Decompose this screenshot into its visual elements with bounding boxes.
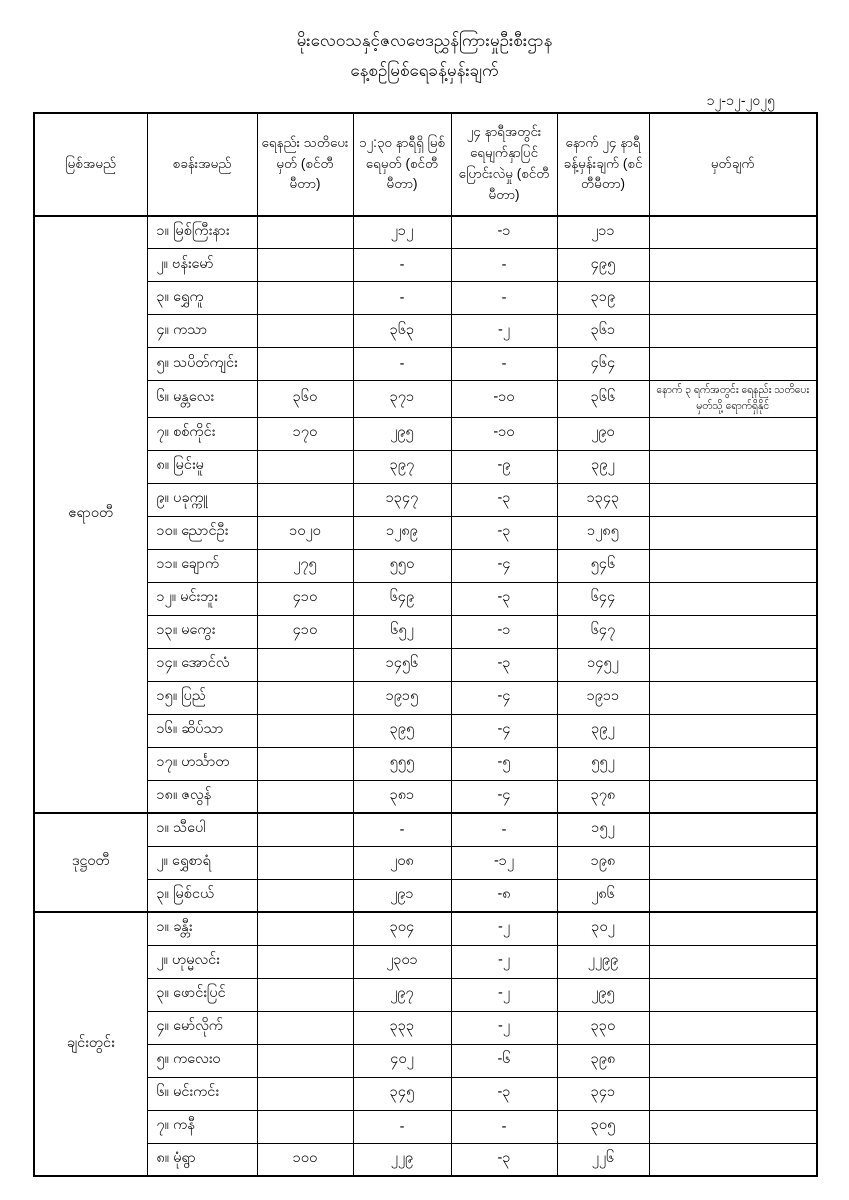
cell-remark bbox=[649, 450, 817, 483]
cell-change: -၃ bbox=[451, 1143, 557, 1176]
cell-remark bbox=[649, 1143, 817, 1176]
cell-forecast: ၂၉၀ bbox=[557, 417, 649, 450]
cell-level: - bbox=[353, 348, 451, 381]
cell-level: ၅၅၀ bbox=[353, 549, 451, 582]
cell-remark bbox=[649, 747, 817, 780]
cell-station: ၈။ မုံရွာ bbox=[147, 1143, 257, 1176]
cell-change: -၅ bbox=[451, 747, 557, 780]
report-date: ၁၂-၁၂-၂၀၂၅ bbox=[706, 91, 775, 108]
cell-warning bbox=[257, 780, 353, 813]
cell-warning bbox=[257, 315, 353, 348]
cell-warning: ၄၁၀ bbox=[257, 615, 353, 648]
cell-remark bbox=[649, 348, 817, 381]
cell-forecast: ၃၀၅ bbox=[557, 1110, 649, 1143]
cell-level: ၂၀၈ bbox=[353, 846, 451, 879]
cell-change: - bbox=[451, 282, 557, 315]
table-row bbox=[34, 216, 817, 249]
cell-remark bbox=[649, 681, 817, 714]
cell-forecast: ၃၁၉ bbox=[557, 282, 649, 315]
cell-station: ၇။ စစ်ကိုင်း bbox=[147, 417, 257, 450]
table-row bbox=[34, 846, 817, 879]
cell-warning bbox=[257, 813, 353, 846]
cell-station: ၁။ သီပေါ bbox=[147, 813, 257, 846]
cell-forecast: ၂၂၉၉ bbox=[557, 945, 649, 978]
cell-level: ၃၇၁ bbox=[353, 381, 451, 418]
river-name-cell: ဒုဋ္ဌဝတီ bbox=[34, 813, 147, 912]
cell-change: -၄ bbox=[451, 714, 557, 747]
cell-station: ၂။ ဟုမ္မလင်း bbox=[147, 945, 257, 978]
cell-change: -၁၂ bbox=[451, 846, 557, 879]
cell-remark bbox=[649, 549, 817, 582]
title-line-1: မိုးလေဝသနှင့်ဇလဗေဒညွှန်ကြားမှုဦးစီးဌာန bbox=[296, 31, 553, 50]
cell-level: ၁၂၈၉ bbox=[353, 516, 451, 549]
cell-remark bbox=[649, 846, 817, 879]
cell-warning: ၁၀၀ bbox=[257, 1143, 353, 1176]
cell-forecast: ၂၈၆ bbox=[557, 879, 649, 912]
cell-warning bbox=[257, 282, 353, 315]
cell-station: ၁၄။ အောင်လံ bbox=[147, 648, 257, 681]
table-row bbox=[34, 813, 817, 846]
cell-station: ၁၀။ ညောင်ဦး bbox=[147, 516, 257, 549]
cell-forecast: ၃၇၈ bbox=[557, 780, 649, 813]
cell-warning: ၄၁၀ bbox=[257, 582, 353, 615]
cell-warning bbox=[257, 846, 353, 879]
cell-remark bbox=[649, 912, 817, 945]
cell-forecast: ၃၉၂ bbox=[557, 450, 649, 483]
cell-station: ၁၁။ ချောက် bbox=[147, 549, 257, 582]
cell-station: ၃။ မြစ်ငယ် bbox=[147, 879, 257, 912]
cell-level: ၁၄၅၆ bbox=[353, 648, 451, 681]
cell-warning bbox=[257, 1011, 353, 1044]
cell-level: ၃၃၃ bbox=[353, 1011, 451, 1044]
river-name-cell: ချင်းတွင်း bbox=[34, 912, 147, 1176]
river-name-cell: ဧရာဝတီ bbox=[34, 216, 147, 814]
cell-station: ၅။ သပိတ်ကျင်း bbox=[147, 348, 257, 381]
cell-station: ၁။ မြစ်ကြီးနား bbox=[147, 216, 257, 249]
header-station-name: စခန်းအမည် bbox=[147, 113, 257, 216]
table-row bbox=[34, 681, 817, 714]
cell-warning bbox=[257, 1077, 353, 1110]
table-row bbox=[34, 714, 817, 747]
cell-change: -၁၀ bbox=[451, 417, 557, 450]
table-row bbox=[34, 1110, 817, 1143]
cell-station: ၉။ ပခုက္ကူ bbox=[147, 483, 257, 516]
header-24h-change: ၂၄ နာရီအတွင်း ရေမျက်နှာပြင် ပြောင်းလဲမှု (စင်တီမီတာ) bbox=[451, 113, 557, 216]
cell-level: ၃၈၁ bbox=[353, 780, 451, 813]
cell-remark bbox=[649, 945, 817, 978]
table-row bbox=[34, 1077, 817, 1110]
cell-change: -၂ bbox=[451, 912, 557, 945]
table-row bbox=[34, 615, 817, 648]
cell-station: ၂။ ရွှေစာရံ bbox=[147, 846, 257, 879]
cell-warning bbox=[257, 912, 353, 945]
cell-forecast: ၅၅၂ bbox=[557, 747, 649, 780]
cell-warning bbox=[257, 714, 353, 747]
cell-station: ၃။ ရွှေကူ bbox=[147, 282, 257, 315]
cell-warning bbox=[257, 945, 353, 978]
table-row bbox=[34, 780, 817, 813]
cell-station: ၈။ မြင်းမူ bbox=[147, 450, 257, 483]
cell-warning bbox=[257, 1110, 353, 1143]
cell-forecast: ၂၂၆ bbox=[557, 1143, 649, 1176]
river-level-table bbox=[33, 112, 818, 1178]
cell-level: ၃၉၇ bbox=[353, 450, 451, 483]
cell-change: - bbox=[451, 249, 557, 282]
table-row bbox=[34, 315, 817, 348]
cell-warning bbox=[257, 216, 353, 249]
cell-remark bbox=[649, 249, 817, 282]
table-row bbox=[34, 582, 817, 615]
cell-warning: ၁၀၂၀ bbox=[257, 516, 353, 549]
cell-remark bbox=[649, 813, 817, 846]
cell-change: -၃ bbox=[451, 1077, 557, 1110]
cell-remark bbox=[649, 1110, 817, 1143]
cell-remark bbox=[649, 615, 817, 648]
header-remarks: မှတ်ချက် bbox=[649, 113, 817, 216]
document-title bbox=[0, 0, 849, 86]
cell-remark bbox=[649, 315, 817, 348]
river-table-body bbox=[34, 216, 817, 1177]
cell-remark: နောက် ၃ ရက်အတွင်း ရေနည်း သတိပေးမှတ်သို့ ရောက်ရှိနိုင် bbox=[649, 381, 817, 418]
cell-warning bbox=[257, 648, 353, 681]
cell-forecast: ၃၉၂ bbox=[557, 714, 649, 747]
cell-remark bbox=[649, 1077, 817, 1110]
cell-remark bbox=[649, 978, 817, 1011]
table-row bbox=[34, 978, 817, 1011]
cell-remark bbox=[649, 216, 817, 249]
cell-level: ၂၉၁ bbox=[353, 879, 451, 912]
cell-warning bbox=[257, 747, 353, 780]
cell-warning bbox=[257, 879, 353, 912]
cell-remark bbox=[649, 516, 817, 549]
cell-change: - bbox=[451, 1110, 557, 1143]
cell-forecast: ၂၁၁ bbox=[557, 216, 649, 249]
cell-change: -၆ bbox=[451, 1044, 557, 1077]
cell-change: -၂ bbox=[451, 945, 557, 978]
cell-level: ၅၅၅ bbox=[353, 747, 451, 780]
cell-forecast: ၃၆၆ bbox=[557, 381, 649, 418]
cell-change: -၁၀ bbox=[451, 381, 557, 418]
cell-station: ၂။ ဗန်းမော် bbox=[147, 249, 257, 282]
table-row bbox=[34, 282, 817, 315]
table-row bbox=[34, 747, 817, 780]
cell-warning bbox=[257, 450, 353, 483]
cell-forecast: ၁၉၈ bbox=[557, 846, 649, 879]
cell-level: ၂၂၉ bbox=[353, 1143, 451, 1176]
cell-level: ၃၄၅ bbox=[353, 1077, 451, 1110]
cell-level: ၂၃၀၁ bbox=[353, 945, 451, 978]
cell-remark bbox=[649, 648, 817, 681]
cell-forecast: ၆၄၄ bbox=[557, 582, 649, 615]
cell-level: - bbox=[353, 813, 451, 846]
cell-forecast: ၂၉၅ bbox=[557, 978, 649, 1011]
cell-station: ၁၂။ မင်းဘူး bbox=[147, 582, 257, 615]
table-row bbox=[34, 348, 817, 381]
table-row bbox=[34, 945, 817, 978]
cell-warning: ၁၇၀ bbox=[257, 417, 353, 450]
cell-forecast: ၃၉၈ bbox=[557, 1044, 649, 1077]
cell-change: -၃ bbox=[451, 648, 557, 681]
cell-change: -၃ bbox=[451, 483, 557, 516]
table-row bbox=[34, 381, 817, 418]
cell-forecast: ၄၉၅ bbox=[557, 249, 649, 282]
cell-station: ၁၅။ ပြည် bbox=[147, 681, 257, 714]
header-level-1230: ၁၂:၃၀ နာရီရှိ မြစ်ရေမှတ် (စင်တီမီတာ) bbox=[353, 113, 451, 216]
header-next-24h-forecast: နောက် ၂၄ နာရီ ခန့်မှန်းချက် (စင်တီမီတာ) bbox=[557, 113, 649, 216]
table-row bbox=[34, 450, 817, 483]
cell-change: -၄ bbox=[451, 780, 557, 813]
cell-warning: ၃၆၀ bbox=[257, 381, 353, 418]
cell-remark bbox=[649, 483, 817, 516]
cell-remark bbox=[649, 582, 817, 615]
cell-change: -၂ bbox=[451, 978, 557, 1011]
cell-level: ၃၆၃ bbox=[353, 315, 451, 348]
cell-station: ၁၈။ ဇလွန် bbox=[147, 780, 257, 813]
cell-remark bbox=[649, 1044, 817, 1077]
cell-change: -၁ bbox=[451, 216, 557, 249]
cell-change: -၃ bbox=[451, 582, 557, 615]
table-row bbox=[34, 549, 817, 582]
cell-level: ၂၉၅ bbox=[353, 417, 451, 450]
cell-warning bbox=[257, 681, 353, 714]
cell-station: ၃။ ဖောင်းပြင် bbox=[147, 978, 257, 1011]
cell-level: ၁၉၁၅ bbox=[353, 681, 451, 714]
table-row bbox=[34, 1011, 817, 1044]
cell-remark bbox=[649, 417, 817, 450]
cell-forecast: ၃၀၂ bbox=[557, 912, 649, 945]
cell-change: -၉ bbox=[451, 450, 557, 483]
cell-station: ၆။ မင်းကင်း bbox=[147, 1077, 257, 1110]
cell-level: ၁၃၄၇ bbox=[353, 483, 451, 516]
cell-forecast: ၃၄၁ bbox=[557, 1077, 649, 1110]
cell-warning bbox=[257, 1044, 353, 1077]
cell-forecast: ၁၂၈၅ bbox=[557, 516, 649, 549]
cell-forecast: ၃၆၁ bbox=[557, 315, 649, 348]
table-row bbox=[34, 648, 817, 681]
cell-change: - bbox=[451, 813, 557, 846]
cell-level: - bbox=[353, 249, 451, 282]
cell-forecast: ၁၉၁၁ bbox=[557, 681, 649, 714]
cell-station: ၄။ ကသာ bbox=[147, 315, 257, 348]
cell-level: ၆၄၉ bbox=[353, 582, 451, 615]
table-row bbox=[34, 417, 817, 450]
cell-forecast: ၅၄၆ bbox=[557, 549, 649, 582]
cell-level: ၆၅၂ bbox=[353, 615, 451, 648]
cell-station: ၁၇။ ဟင်္သာတ bbox=[147, 747, 257, 780]
table-row bbox=[34, 483, 817, 516]
cell-station: ၁၃။ မကွေး bbox=[147, 615, 257, 648]
cell-warning bbox=[257, 249, 353, 282]
cell-forecast: ၁၄၅၂ bbox=[557, 648, 649, 681]
cell-station: ၆။ မန္တလေး bbox=[147, 381, 257, 418]
cell-level: ၃၉၅ bbox=[353, 714, 451, 747]
cell-warning bbox=[257, 483, 353, 516]
table-row bbox=[34, 249, 817, 282]
cell-forecast: ၁၃၄၃ bbox=[557, 483, 649, 516]
cell-remark bbox=[649, 1011, 817, 1044]
table-row bbox=[34, 516, 817, 549]
cell-station: ၄။ မော်လိုက် bbox=[147, 1011, 257, 1044]
cell-warning bbox=[257, 978, 353, 1011]
cell-forecast: ၃၃၀ bbox=[557, 1011, 649, 1044]
cell-change: -၁ bbox=[451, 615, 557, 648]
table-row bbox=[34, 1044, 817, 1077]
cell-warning: ၂၇၅ bbox=[257, 549, 353, 582]
cell-change: -၂ bbox=[451, 1011, 557, 1044]
cell-station: ၁။ ခန္တီး bbox=[147, 912, 257, 945]
cell-station: ၁၆။ ဆိပ်သာ bbox=[147, 714, 257, 747]
cell-level: - bbox=[353, 1110, 451, 1143]
cell-level: ၂၁၂ bbox=[353, 216, 451, 249]
cell-forecast: ၁၅၂ bbox=[557, 813, 649, 846]
header-low-water-mark: ရေနည်း သတိပေးမှတ် (စင်တီမီတာ) bbox=[257, 113, 353, 216]
cell-change: -၂ bbox=[451, 315, 557, 348]
cell-level: - bbox=[353, 282, 451, 315]
cell-remark bbox=[649, 282, 817, 315]
cell-change: -၈ bbox=[451, 879, 557, 912]
cell-remark bbox=[649, 714, 817, 747]
cell-station: ၇။ ကနီ bbox=[147, 1110, 257, 1143]
table-row bbox=[34, 912, 817, 945]
cell-remark bbox=[649, 780, 817, 813]
cell-forecast: ၄၆၄ bbox=[557, 348, 649, 381]
cell-station: ၅။ ကလေးဝ bbox=[147, 1044, 257, 1077]
cell-level: ၂၉၇ bbox=[353, 978, 451, 1011]
title-line-2: နေ့စဉ်မြစ်ရေခန့်မှန်းချက် bbox=[350, 60, 499, 80]
cell-level: ၃၀၄ bbox=[353, 912, 451, 945]
header-river-name: မြစ်အမည် bbox=[34, 113, 147, 216]
cell-forecast: ၆၄၇ bbox=[557, 615, 649, 648]
table-header bbox=[34, 113, 817, 216]
table-row bbox=[34, 1143, 817, 1176]
cell-warning bbox=[257, 348, 353, 381]
cell-change: -၃ bbox=[451, 516, 557, 549]
cell-remark bbox=[649, 879, 817, 912]
cell-change: -၄ bbox=[451, 681, 557, 714]
cell-change: - bbox=[451, 348, 557, 381]
table-row bbox=[34, 879, 817, 912]
cell-change: -၄ bbox=[451, 549, 557, 582]
cell-level: ၄၀၂ bbox=[353, 1044, 451, 1077]
